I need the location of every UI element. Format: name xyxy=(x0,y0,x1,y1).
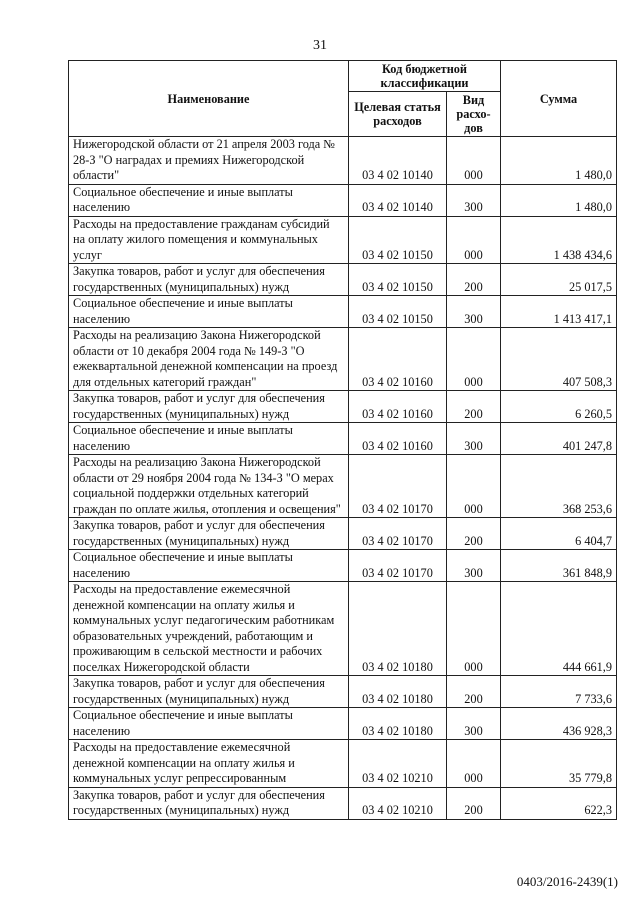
table-header xyxy=(69,61,617,137)
row-sum-cell: 25 017,5 xyxy=(501,264,617,296)
row-sum-cell: 361 848,9 xyxy=(501,550,617,582)
table-row xyxy=(69,216,617,264)
row-target-article-cell: 03 4 02 10210 xyxy=(349,787,447,819)
row-expense-type-cell: 300 xyxy=(447,423,501,455)
row-expense-type-cell: 200 xyxy=(447,787,501,819)
row-sum-cell: 6 260,5 xyxy=(501,391,617,423)
header-target-article: Целевая статья расходов xyxy=(349,92,447,137)
table-row xyxy=(69,550,617,582)
row-sum-cell: 368 253,6 xyxy=(501,455,617,518)
table-row xyxy=(69,676,617,708)
table-row xyxy=(69,518,617,550)
row-sum-cell: 35 779,8 xyxy=(501,740,617,788)
row-name-cell: Социальное обеспечение и иные выплаты населению xyxy=(69,296,349,328)
table-row xyxy=(69,582,617,676)
row-target-article-cell: 03 4 02 10160 xyxy=(349,423,447,455)
table-row xyxy=(69,137,617,185)
table-row xyxy=(69,708,617,740)
row-target-article-cell: 03 4 02 10170 xyxy=(349,455,447,518)
row-target-article-cell: 03 4 02 10140 xyxy=(349,137,447,185)
document-code: 0403/2016-2439(1) xyxy=(516,874,618,889)
row-name-cell: Закупка товаров, работ и услуг для обеспечения государственных (муниципальных) нужд xyxy=(69,787,349,819)
table-row xyxy=(69,391,617,423)
row-name-cell: Закупка товаров, работ и услуг для обеспечения государственных (муниципальных) нужд xyxy=(69,676,349,708)
row-expense-type-cell: 200 xyxy=(447,264,501,296)
table-row xyxy=(69,740,617,788)
row-sum-cell: 1 438 434,6 xyxy=(501,216,617,264)
row-target-article-cell: 03 4 02 10170 xyxy=(349,550,447,582)
row-sum-cell: 622,3 xyxy=(501,787,617,819)
row-target-article-cell: 03 4 02 10180 xyxy=(349,708,447,740)
row-name-cell: Расходы на предоставление гражданам субсидий на оплату жилого помещения и коммунальных услуг xyxy=(69,216,349,264)
row-target-article-cell: 03 4 02 10210 xyxy=(349,740,447,788)
table-row xyxy=(69,423,617,455)
row-name-cell: Социальное обеспечение и иные выплаты населению xyxy=(69,184,349,216)
row-expense-type-cell: 200 xyxy=(447,676,501,708)
row-expense-type-cell: 000 xyxy=(447,582,501,676)
row-target-article-cell: 03 4 02 10160 xyxy=(349,391,447,423)
row-sum-cell: 401 247,8 xyxy=(501,423,617,455)
row-name-cell: Закупка товаров, работ и услуг для обеспечения государственных (муниципальных) нужд xyxy=(69,264,349,296)
row-expense-type-cell: 000 xyxy=(447,455,501,518)
row-target-article-cell: 03 4 02 10180 xyxy=(349,582,447,676)
table-row xyxy=(69,264,617,296)
row-name-cell: Социальное обеспечение и иные выплаты населению xyxy=(69,423,349,455)
row-expense-type-cell: 200 xyxy=(447,391,501,423)
page-number: 31 xyxy=(313,38,327,53)
row-name-cell: Расходы на предоставление ежемесячной денежной компенсации на оплату жилья и коммунальных услуг педагогическим работникам образовательных учреждений, работающим и проживающим в сельской местности и рабочих поселках Нижегородской области xyxy=(69,582,349,676)
row-sum-cell: 6 404,7 xyxy=(501,518,617,550)
row-name-cell: Расходы на реализацию Закона Нижегородской области от 29 ноября 2004 года № 134-З "О мерах социальной поддержки отдельных категорий граждан по оплате жилья, отопления и освещения" xyxy=(69,455,349,518)
row-name-cell: Расходы на реализацию Закона Нижегородской области от 10 декабря 2004 года № 149-З "О ежеквартальной денежной компенсации на проезд для отдельных категорий граждан" xyxy=(69,328,349,391)
row-target-article-cell: 03 4 02 10160 xyxy=(349,328,447,391)
row-target-article-cell: 03 4 02 10150 xyxy=(349,264,447,296)
row-expense-type-cell: 000 xyxy=(447,216,501,264)
row-expense-type-cell: 300 xyxy=(447,184,501,216)
row-name-cell: Закупка товаров, работ и услуг для обеспечения государственных (муниципальных) нужд xyxy=(69,518,349,550)
row-sum-cell: 1 480,0 xyxy=(501,137,617,185)
row-target-article-cell: 03 4 02 10170 xyxy=(349,518,447,550)
row-expense-type-cell: 000 xyxy=(447,137,501,185)
row-sum-cell: 436 928,3 xyxy=(501,708,617,740)
row-sum-cell: 7 733,6 xyxy=(501,676,617,708)
row-name-cell: Нижегородской области от 21 апреля 2003 года № 28-З "О наградах и премиях Нижегородской области" xyxy=(69,137,349,185)
row-target-article-cell: 03 4 02 10150 xyxy=(349,296,447,328)
budget-table xyxy=(68,60,617,820)
table-row xyxy=(69,787,617,819)
row-name-cell: Расходы на предоставление ежемесячной денежной компенсации на оплату жилья и коммунальных услуг репрессированным xyxy=(69,740,349,788)
row-target-article-cell: 03 4 02 10180 xyxy=(349,676,447,708)
header-sum: Сумма xyxy=(501,61,617,137)
table-row xyxy=(69,184,617,216)
row-expense-type-cell: 300 xyxy=(447,550,501,582)
table-row xyxy=(69,296,617,328)
row-expense-type-cell: 000 xyxy=(447,740,501,788)
table-row xyxy=(69,455,617,518)
row-target-article-cell: 03 4 02 10140 xyxy=(349,184,447,216)
header-expense-type: Вид расхо-дов xyxy=(447,92,501,137)
row-expense-type-cell: 000 xyxy=(447,328,501,391)
row-sum-cell: 1 480,0 xyxy=(501,184,617,216)
row-expense-type-cell: 300 xyxy=(447,708,501,740)
row-name-cell: Социальное обеспечение и иные выплаты населению xyxy=(69,550,349,582)
table-row xyxy=(69,328,617,391)
header-name: Наименование xyxy=(69,61,349,137)
header-code-group: Код бюджетной классификации xyxy=(349,61,501,92)
table-body xyxy=(69,137,617,820)
row-name-cell: Социальное обеспечение и иные выплаты населению xyxy=(69,708,349,740)
row-expense-type-cell: 200 xyxy=(447,518,501,550)
row-sum-cell: 1 413 417,1 xyxy=(501,296,617,328)
row-sum-cell: 407 508,3 xyxy=(501,328,617,391)
row-name-cell: Закупка товаров, работ и услуг для обеспечения государственных (муниципальных) нужд xyxy=(69,391,349,423)
row-sum-cell: 444 661,9 xyxy=(501,582,617,676)
row-expense-type-cell: 300 xyxy=(447,296,501,328)
row-target-article-cell: 03 4 02 10150 xyxy=(349,216,447,264)
